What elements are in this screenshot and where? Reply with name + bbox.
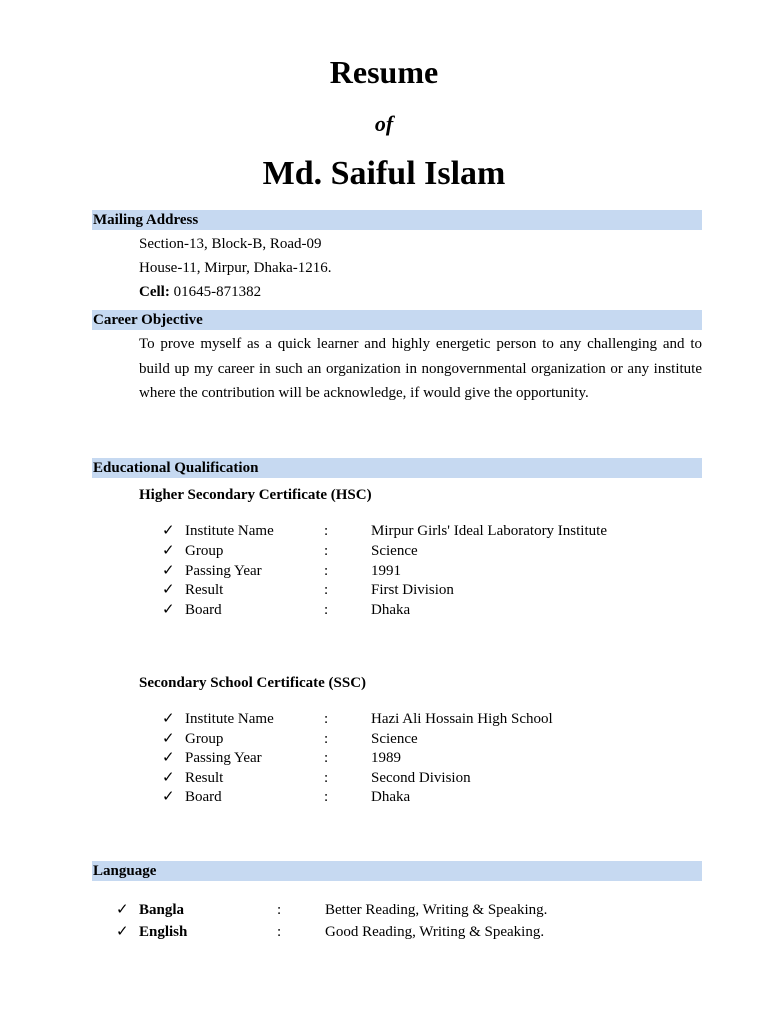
hsc-row-value: 1991 bbox=[371, 563, 401, 579]
career-objective-heading: Career Objective bbox=[92, 310, 702, 330]
hsc-row bbox=[162, 541, 702, 561]
ssc-row bbox=[162, 709, 702, 729]
hsc-row bbox=[162, 521, 702, 541]
row-colon: : bbox=[324, 731, 329, 747]
check-icon: ✓ bbox=[162, 563, 175, 579]
hsc-row-label: Board bbox=[185, 602, 222, 618]
row-colon: : bbox=[324, 563, 329, 579]
hsc-row-label: Result bbox=[185, 582, 224, 598]
check-icon: ✓ bbox=[162, 789, 175, 805]
hsc-row bbox=[162, 600, 702, 620]
cell-value: 01645-871382 bbox=[173, 284, 262, 300]
row-colon: : bbox=[277, 924, 282, 940]
check-icon: ✓ bbox=[162, 602, 175, 618]
row-colon: : bbox=[324, 602, 329, 618]
ssc-row-label: Institute Name bbox=[185, 711, 274, 727]
check-icon: ✓ bbox=[162, 582, 175, 598]
check-icon: ✓ bbox=[116, 902, 129, 918]
ssc-row-value: Dhaka bbox=[371, 789, 411, 805]
ssc-row bbox=[162, 787, 702, 807]
row-colon: : bbox=[324, 523, 329, 539]
hsc-row-value: First Division bbox=[371, 582, 454, 598]
check-icon: ✓ bbox=[162, 750, 175, 766]
hsc-row-label: Institute Name bbox=[185, 523, 274, 539]
hsc-row bbox=[162, 580, 702, 600]
language-row bbox=[116, 922, 702, 942]
row-colon: : bbox=[277, 902, 282, 918]
address-line-2: House-11, Mirpur, Dhaka-1216. bbox=[139, 260, 332, 276]
language-name: Bangla bbox=[139, 902, 185, 918]
hsc-row-value: Science bbox=[371, 543, 418, 559]
language-proficiency: Good Reading, Writing & Speaking. bbox=[325, 924, 545, 940]
address-line-1: Section-13, Block-B, Road-09 bbox=[139, 236, 322, 252]
ssc-row bbox=[162, 748, 702, 768]
educational-qualification-heading: Educational Qualification bbox=[92, 458, 702, 478]
ssc-row-value: Science bbox=[371, 731, 418, 747]
mailing-address-heading: Mailing Address bbox=[92, 210, 702, 230]
cell-line bbox=[139, 282, 261, 302]
ssc-row-label: Passing Year bbox=[185, 750, 262, 766]
check-icon: ✓ bbox=[162, 523, 175, 539]
language-name: English bbox=[139, 924, 188, 940]
ssc-row-value: 1989 bbox=[371, 750, 401, 766]
resume-title: Resume bbox=[329, 54, 439, 90]
hsc-row bbox=[162, 561, 702, 581]
cell-label: Cell: bbox=[139, 284, 170, 300]
hsc-row-value: Mirpur Girls' Ideal Laboratory Institute bbox=[371, 523, 607, 539]
check-icon: ✓ bbox=[162, 711, 175, 727]
ssc-row-value: Second Division bbox=[371, 770, 471, 786]
check-icon: ✓ bbox=[162, 770, 175, 786]
resume-of: of bbox=[374, 111, 394, 136]
row-colon: : bbox=[324, 582, 329, 598]
ssc-title: Secondary School Certificate (SSC) bbox=[139, 675, 367, 691]
hsc-title: Higher Secondary Certificate (HSC) bbox=[139, 487, 372, 503]
hsc-row-label: Passing Year bbox=[185, 563, 262, 579]
row-colon: : bbox=[324, 750, 329, 766]
ssc-row bbox=[162, 729, 702, 749]
career-objective-text: To prove myself as a quick learner and highly energetic person to any challenging and to build up my career in such an organization in nongovernmental organization or any institute where the contribution will be acknowledge, if would give the opportunity. bbox=[139, 336, 702, 401]
row-colon: : bbox=[324, 543, 329, 559]
hsc-row-value: Dhaka bbox=[371, 602, 411, 618]
language-heading: Language bbox=[92, 861, 702, 881]
row-colon: : bbox=[324, 789, 329, 805]
check-icon: ✓ bbox=[162, 543, 175, 559]
ssc-row bbox=[162, 768, 702, 788]
row-colon: : bbox=[324, 770, 329, 786]
ssc-row-value: Hazi Ali Hossain High School bbox=[371, 711, 553, 727]
ssc-row-label: Result bbox=[185, 770, 224, 786]
check-icon: ✓ bbox=[162, 731, 175, 747]
hsc-row-label: Group bbox=[185, 543, 224, 559]
candidate-name: Md. Saiful Islam bbox=[262, 155, 506, 192]
ssc-row-label: Group bbox=[185, 731, 224, 747]
language-proficiency: Better Reading, Writing & Speaking. bbox=[325, 902, 548, 918]
check-icon: ✓ bbox=[116, 924, 129, 940]
language-row bbox=[116, 900, 702, 920]
row-colon: : bbox=[324, 711, 329, 727]
ssc-row-label: Board bbox=[185, 789, 222, 805]
